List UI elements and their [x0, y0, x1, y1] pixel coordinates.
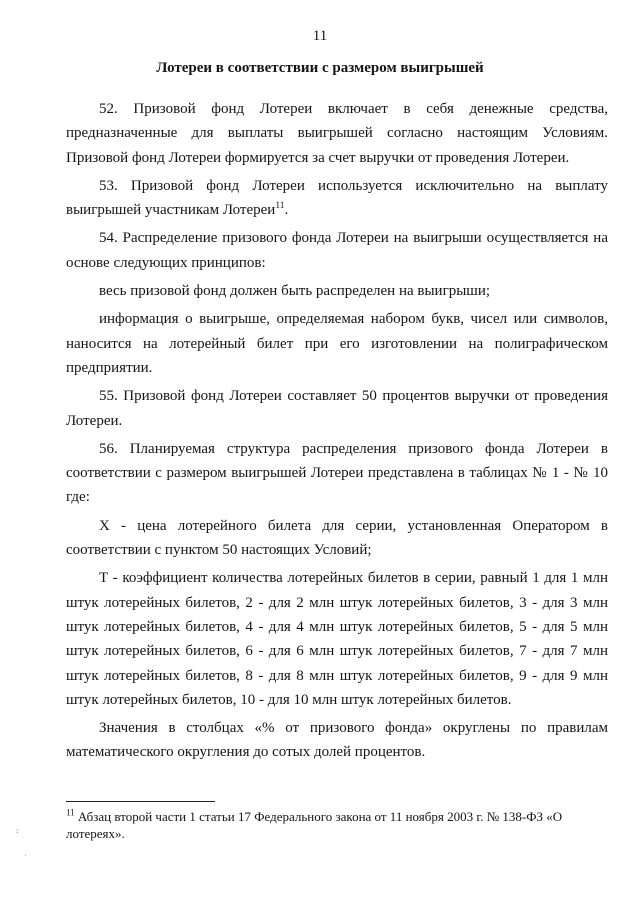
definition-x: X - цена лотерейного билета для серии, установленная Оператором в соответствии с пунктом 50 настоящих Условий;: [66, 517, 608, 559]
page-number: 11: [312, 28, 328, 44]
footnote: [66, 808, 586, 842]
paragraph-53: [66, 174, 608, 223]
scan-speck-mark: ꞉: [16, 826, 19, 836]
paragraph-53-text: 53. Призовой фонд Лотереи используется исключительно на выплату выигрышей участникам Лотереи: [66, 177, 608, 219]
document-body: [66, 97, 608, 769]
paragraph-53-end: .: [284, 202, 289, 219]
scan-speck-mark: ˈ: [24, 853, 27, 863]
section-title: Лотереи в соответствии с размером выигрышей: [156, 60, 484, 76]
footnote-reference: 11: [275, 201, 285, 212]
principle-item-1: весь призовой фонд должен быть распределен на выигрыши;: [99, 283, 491, 300]
paragraph-54: 54. Распределение призового фонда Лотереи на выигрыши осуществляется на основе следующих принципов:: [66, 230, 608, 271]
footnote-divider: [66, 801, 215, 802]
paragraph-56: 56. Планируемая структура распределения призового фонда Лотереи в соответствии с размером выигрышей Лотереи представлена в таблицах № 1 - № 10 где:: [66, 440, 608, 506]
footnote-text: Абзац второй части 1 статьи 17 Федерального закона от 11 ноября 2003 г. № 138-ФЗ «О лотереях».: [66, 809, 563, 841]
definition-t: Т - коэффициент количества лотерейных билетов в серии, равный 1 для 1 млн штук лотерейных билетов, 2 - для 2 млн штук лотерейных билетов, 3 - для 3 млн штук лотерейных билетов, 4 - для 4 млн штук лотерейных билетов, 5 - для 5 млн штук лотерейных билетов, 6 - для 6 млн штук лотерейных билетов, 7 - для 7 млн штук лотерейных билетов, 8 - для 8 млн штук лотерейных билетов, 9 - для 9 млн штук лотерейных билетов, 10 - для 10 млн штук лотерейных билетов.: [66, 570, 608, 708]
paragraph-55: 55. Призовой фонд Лотереи составляет 50 процентов выручки от проведения Лотереи.: [66, 388, 608, 429]
principle-item-2: информация о выигрыше, определяемая набором букв, чисел или символов, наносится на лотерейный билет при его изготовлении на полиграфическом предприятии.: [66, 311, 608, 376]
rounding-note: Значения в столбцах «% от призового фонда» округлены по правилам математического округления до сотых долей процентов.: [66, 720, 608, 761]
footnote-marker: 11: [66, 807, 75, 818]
paragraph-52: 52. Призовой фонд Лотереи включает в себя денежные средства, предназначенные для выплаты выигрышей согласно настоящим Условиям. Призовой фонд Лотереи формируется за счет выручки от проведения Лотереи.: [66, 101, 608, 166]
